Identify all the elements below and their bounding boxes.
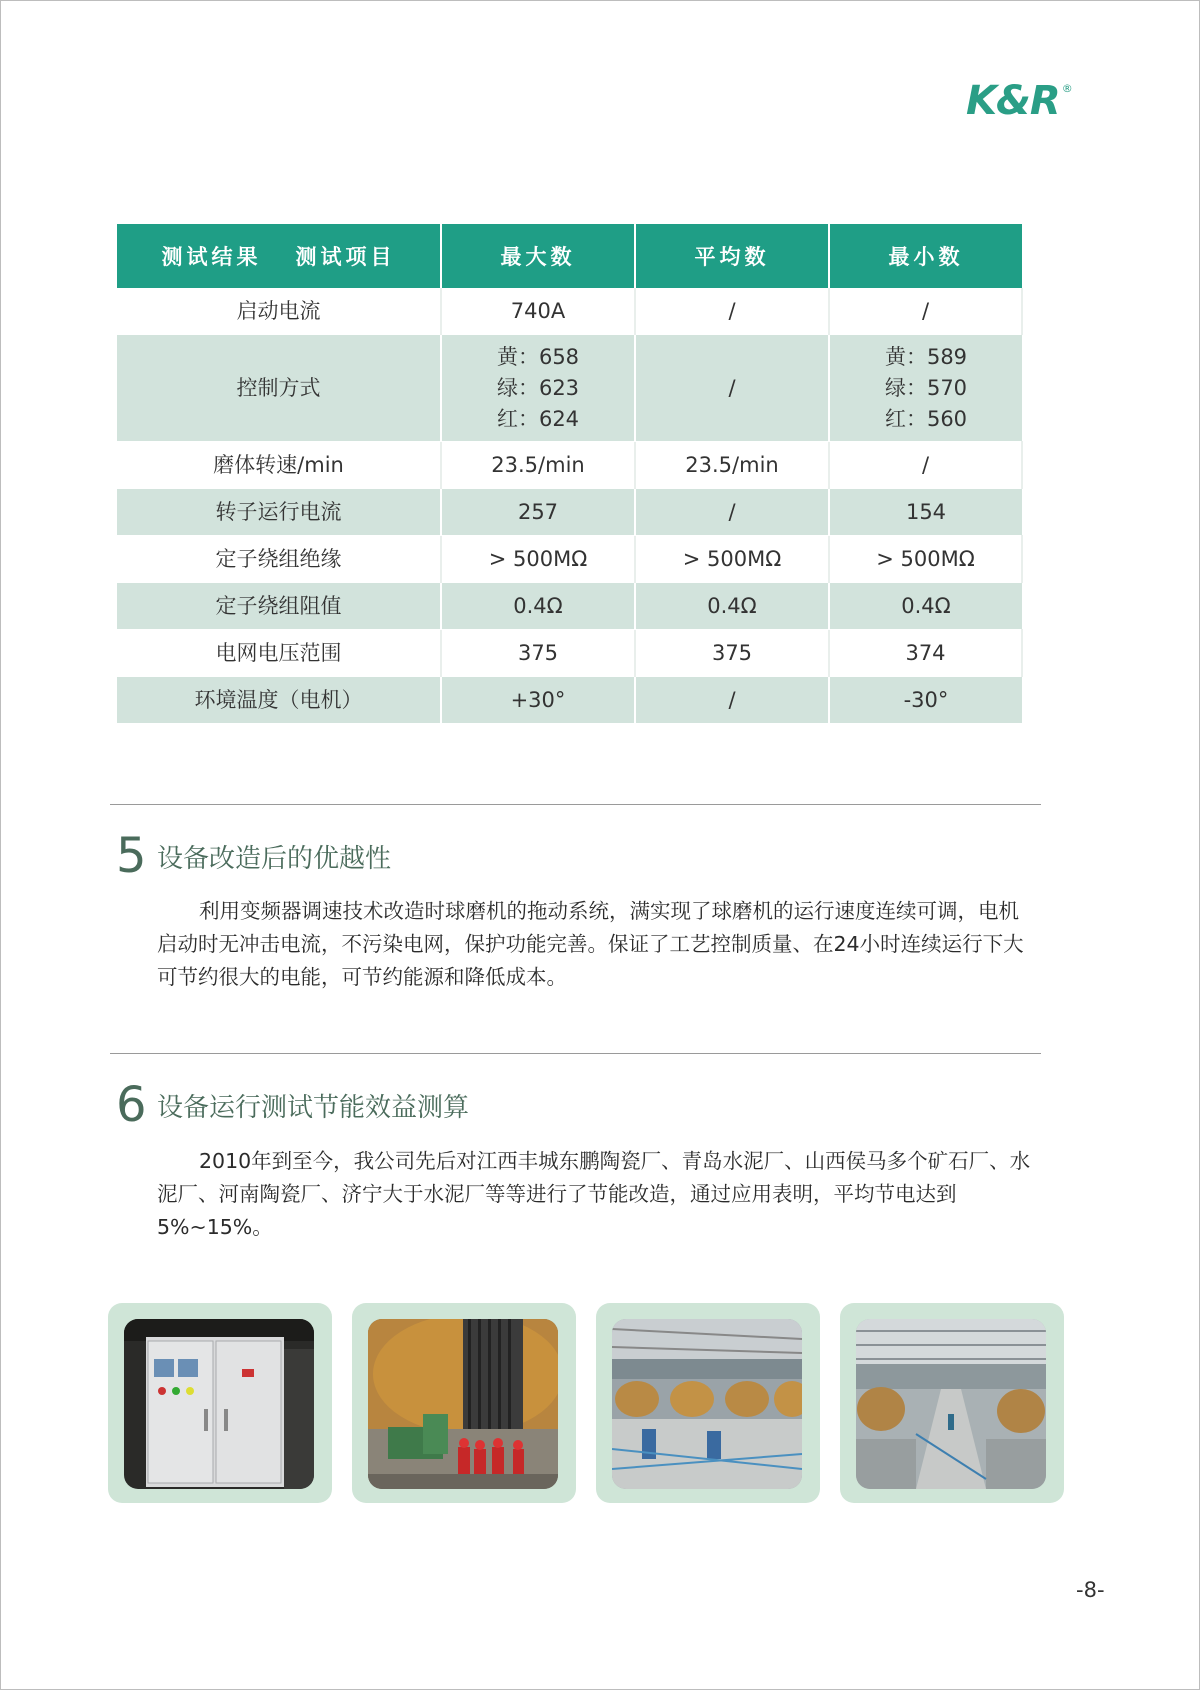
photo-card [352, 1303, 576, 1503]
photo-card [840, 1303, 1064, 1503]
header-min: 最小数 [829, 224, 1022, 288]
table-cell: -30° [829, 677, 1022, 724]
cell-line: 红：624 [496, 406, 580, 431]
table-row [117, 536, 1022, 583]
section-divider [110, 1053, 1041, 1054]
factory-hall-photo [856, 1319, 1046, 1489]
cell-line: 绿：570 [884, 375, 968, 400]
header-max: 最大数 [441, 224, 635, 288]
table-cell: 257 [441, 489, 635, 536]
table-cell: 375 [441, 630, 635, 677]
section-6-number: 6 [116, 1077, 147, 1133]
table-cell: 电网电压范围 [117, 630, 441, 677]
header-avg: 平均数 [635, 224, 829, 288]
table-cell: / [635, 335, 829, 442]
table-cell: +30° [441, 677, 635, 724]
table-cell: 转子运行电流 [117, 489, 441, 536]
table-cell [829, 335, 1022, 442]
test-results-table [117, 224, 1023, 724]
logo-text: K&R [966, 78, 1060, 124]
photo-card [108, 1303, 332, 1503]
table-cell: > 500MΩ [829, 536, 1022, 583]
table-row [117, 335, 1022, 442]
table-cell: / [635, 489, 829, 536]
section-6-title: 设备运行测试节能效益测算 [157, 1093, 470, 1123]
section-5-number: 5 [116, 828, 147, 884]
table-row [117, 677, 1022, 724]
page-number: -8- [1076, 1578, 1105, 1602]
table-cell: > 500MΩ [441, 536, 635, 583]
table-cell: 启动电流 [117, 288, 441, 335]
table-cell: > 500MΩ [635, 536, 829, 583]
section-6-body: 2010年到至今，我公司先后对江西丰城东鹏陶瓷厂、青岛水泥厂、山西侯马多个矿石厂、水泥厂、河南陶瓷厂、济宁大于水泥厂等等进行了节能改造，通过应用表明，平均节电达到5%~15%。 [157, 1149, 1031, 1239]
table-cell: 23.5/min [635, 442, 829, 489]
table-cell: 0.4Ω [829, 583, 1022, 630]
cell-line: 黄：589 [884, 344, 968, 369]
table-cell: 控制方式 [117, 335, 441, 442]
table-cell [441, 335, 635, 442]
section-5-body: 利用变频器调速技术改造时球磨机的拖动系统，满实现了球磨机的运行速度连续可调，电机启动时无冲击电流，不污染电网，保护功能完善。保证了工艺控制质量、在24小时连续运行下大可节约很大的电能，可节约能源和降低成本。 [157, 899, 1024, 989]
cell-line: 红：560 [884, 406, 968, 431]
cell-line: 绿：623 [496, 375, 580, 400]
table-row [117, 288, 1022, 335]
brand-logo [966, 78, 1072, 124]
registered-mark: ® [1061, 82, 1072, 95]
section-5-title: 设备改造后的优越性 [157, 844, 392, 874]
table-cell: / [635, 677, 829, 724]
table-row [117, 442, 1022, 489]
cell-line: 黄：658 [496, 344, 580, 369]
table-cell: 374 [829, 630, 1022, 677]
ball-mill-workers-photo [368, 1319, 558, 1489]
photo-card [596, 1303, 820, 1503]
table-cell: 定子绕组绝缘 [117, 536, 441, 583]
table-cell: 740A [441, 288, 635, 335]
section-divider [110, 804, 1041, 805]
table-cell: 环境温度（电机） [117, 677, 441, 724]
table-cell: 0.4Ω [441, 583, 635, 630]
table-row [117, 583, 1022, 630]
factory-interior-photo [612, 1319, 802, 1489]
table-cell: 磨体转速/min [117, 442, 441, 489]
table-row [117, 489, 1022, 536]
control-cabinet-photo [124, 1319, 314, 1489]
table-cell: / [829, 442, 1022, 489]
table-cell: 154 [829, 489, 1022, 536]
table-cell: 23.5/min [441, 442, 635, 489]
table-cell: 定子绕组阻值 [117, 583, 441, 630]
table-cell: 0.4Ω [635, 583, 829, 630]
table-cell: / [635, 288, 829, 335]
table-cell: / [829, 288, 1022, 335]
table-header-row [117, 224, 1022, 288]
table-cell: 375 [635, 630, 829, 677]
table-row [117, 630, 1022, 677]
header-item: 测试结果 测试项目 [117, 224, 441, 288]
